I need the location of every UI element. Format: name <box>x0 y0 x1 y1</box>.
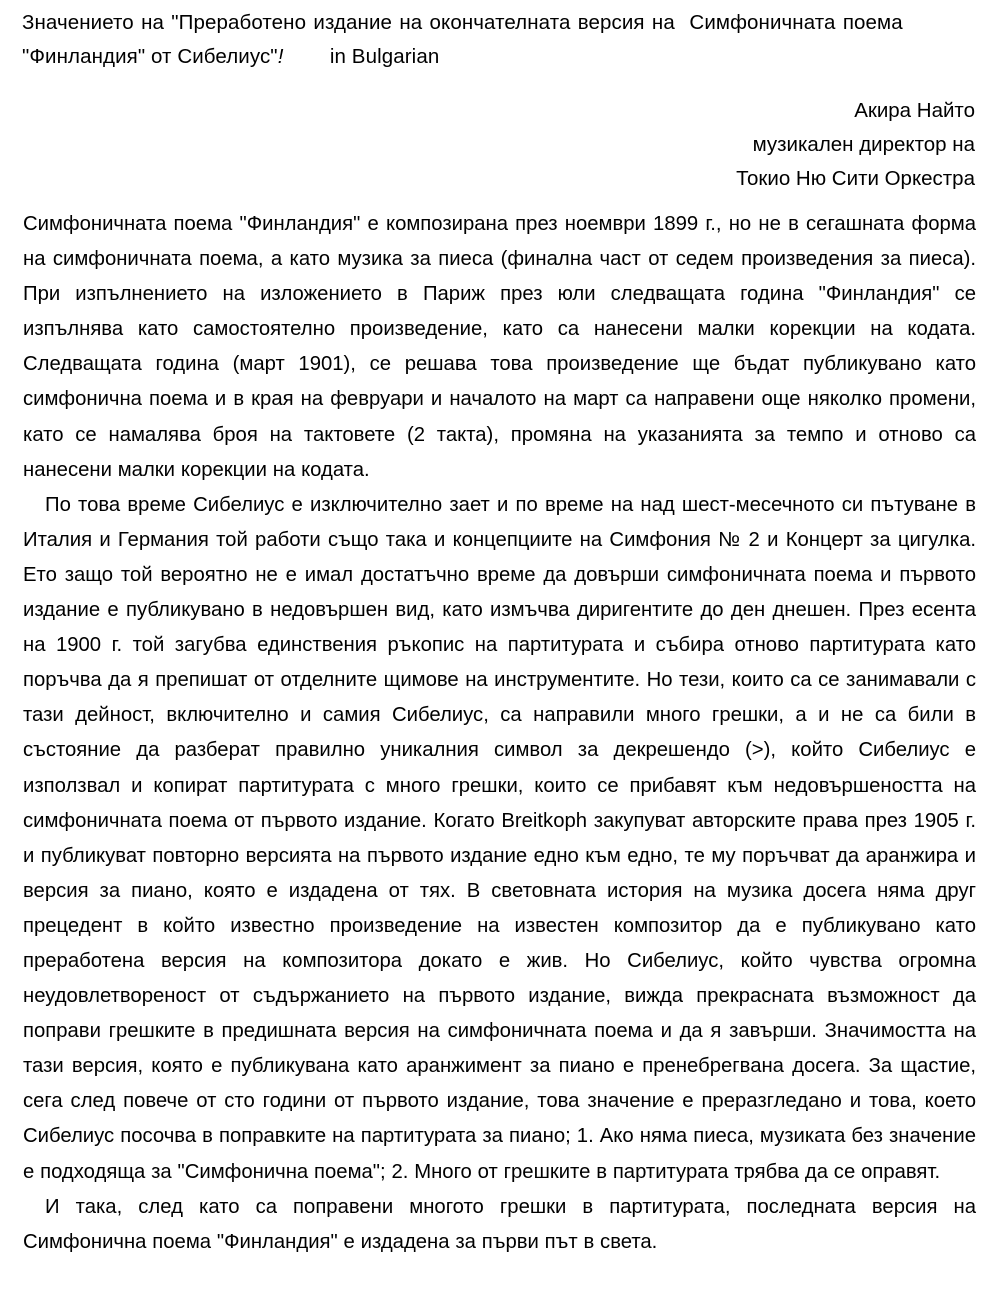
body-paragraph-1: Симфоничната поема "Финландия" е композирана през ноември 1899 г., но не в сегашната форма на симфоничната поема, а като музика за пиеса (финална част от седем произведения за пиеса). При изпълнението на изложението в Париж през юли следващата година "Финландия" се изпълнява като самостоятелно произведение, като са нанесени малки корекции на кодата. Следващата година (март 1901), се решава това произведение ще бъдат публикувано като симфонична поема и в края на февруари и началото на март са направени още няколко промени, като се намалява броя на тактовете (2 такта), промяна на указанията за темпо и отново са нанесени малки корекции на кодата. <box>23 213 976 481</box>
title-line-2 <box>22 40 978 74</box>
byline-organization: Токио Ню Сити Оркестра <box>736 167 975 190</box>
title-language-note: in Bulgarian <box>329 45 440 68</box>
title-line-1: Значението на "Преработено издание на окончателната версия на Симфоничната поема <box>22 11 903 34</box>
body-paragraph-2: По това време Сибелиус е изключително зает и по време на над шест-месечното си пътуване в Италия и Германия той работи също така и концепциите на Симфония № 2 и Концерт за цигулка. Ето защо той вероятно не е имал достатъчно време да довърши симфоничната поема и първото издание е публикувано в недовършен вид, като измъчва диригентите до ден днешен. През есента на 1900 г. той загубва единствения ръкопис на партитурата и събира отново партитурата като поръчва да я препишат от отделните щимове на инструментите. Но тези, които са се занимавали с тази дейност, включително и самия Сибелиус, са направили много грешки, а и не са били в състояние да разберат правилно уникалния символ за декрешендо (>), който Сибелиус е използвал и копират партитурата с много грешки, които се прибавят към недовършеността на симфоничната поема от първото издание. Когато Breitkoph закупуват авторските права през 1905 г. и публикуват повторно версията на първото издание едно към едно, те му поръчват да аранжира и версия за пиано, която е издадена от тях. В световната история на музика досега няма друг прецедент в който известно произведение на известен композитор да е публикувано като преработена версия на композитора докато е жив. Но Сибелиус, който чувства огромна неудовлетвореност от съдържанието на първото издание, вижда прекрасната възможност да поправи грешките в предишната версия на симфоничната поема и да я завърши. Значимостта на тази версия, която е публикувана като аранжимент за пиано е пренебрегвана досега. За щастие, сега след повече от сто години от първото издание, това значение е преразгледано и това, което Сибелиус посочва в поправките на партитурата за пиано; 1. Ако няма пиеса, музиката без значение е подходяща за "Симфонична поема"; 2. Много от грешките в партитурата трябва да се оправят. <box>23 493 976 1183</box>
title-line-2-main: "Финландия" от Сибелиус" <box>22 45 278 68</box>
byline-block <box>375 94 975 196</box>
document-title <box>22 6 978 74</box>
byline-author: Акира Найто <box>854 99 975 122</box>
title-exclamation-mark: ! <box>277 45 284 68</box>
body-paragraph-3: И така, след като са поправени многото грешки в партитурата, последната версия на Симфонична поема "Финландия" е издадена за първи път в света. <box>23 1195 976 1253</box>
title-gap-spacer <box>283 45 329 68</box>
document-body <box>23 207 976 1260</box>
byline-role: музикален директор на <box>752 133 975 156</box>
